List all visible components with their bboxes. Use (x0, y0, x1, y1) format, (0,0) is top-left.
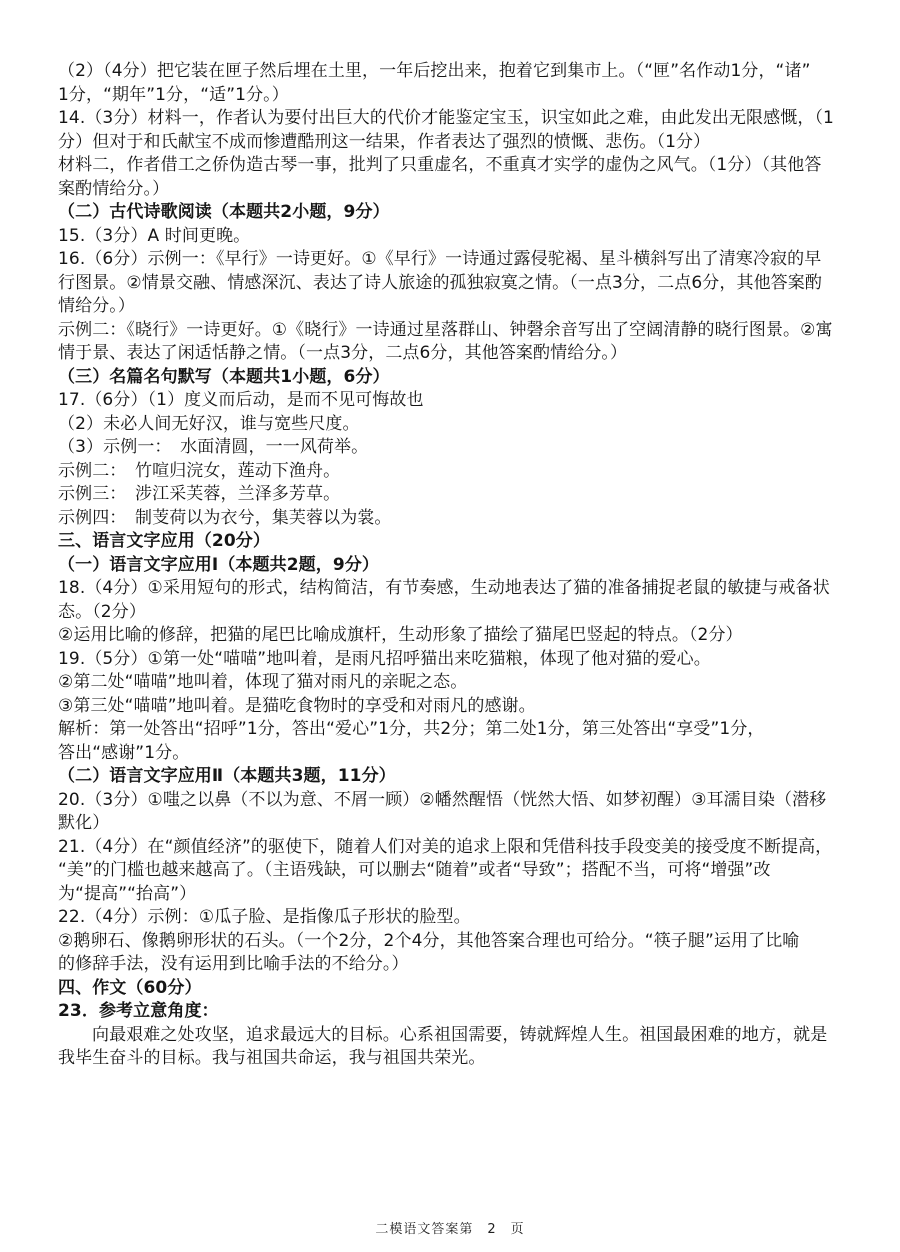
text-line: （2）（4分）把它装在匣子然后埋在土里，一年后挖出来，抱着它到集市上。（“匣”名作动1分，“诸” (58, 61, 811, 81)
text-line: 18.（4分）①采用短句的形式，结构简洁，有节奏感，生动地表达了猫的准备捕捉老鼠的敏捷与戒备状 (58, 578, 830, 598)
text-line: ③第三处“喵喵”地叫着。是猫吃食物时的享受和对雨凡的感谢。 (58, 695, 536, 716)
text-line: 16.（6分）示例一：《早行》一诗更好。①《早行》一诗通过露侵驼褐、星斗横斜写出了清寒冷寂的早 (58, 249, 822, 269)
text-line: 材料二，作者借工之侨伪造古琴一事，批判了只重虚名，不重真才实学的虚伪之风气。（1分）（其他答 (58, 155, 822, 175)
text-line: 我毕生奋斗的目标。我与祖国共命运，我与祖国共荣光。 (58, 1048, 486, 1068)
section-heading: 四、作文（60分） (58, 977, 202, 998)
text-line: “美”的门槛也越来越高了。（主语残缺，可以删去“随着”或者“导致”；搭配不当，可将“增强”改 (58, 860, 771, 880)
text-line: 情于景、表达了闲适恬静之情。（一点3分，二点6分，其他答案酌情给分。） (58, 343, 628, 363)
text-line: 行图景。②情景交融、情感深沉、表达了诗人旅途的孤独寂寞之情。（一点3分，二点6分，其他答案酌 (58, 272, 822, 293)
text-line: 为“提高”“抬高”） (58, 883, 197, 904)
page-footer: 二模语文答案第 2 页 (375, 1222, 525, 1237)
text-line: 21.（4分）在“颜值经济”的驱使下，随着人们对美的追求上限和凭借科技手段变美的接受度不断提高， (58, 836, 833, 857)
text-line: 案酌情给分。） (58, 178, 170, 199)
text-line: 的修辞手法，没有运用到比喻手法的不给分。） (58, 954, 409, 974)
section-heading: 23．参考立意角度： (58, 1001, 219, 1021)
text-line: 示例三： 涉江采芙蓉，兰泽多芳草。 (58, 484, 341, 504)
text-line: 示例二：《晓行》一诗更好。①《晓行》一诗通过星落群山、钟磬余音写出了空阔清静的晓行图景。②寓 (58, 319, 833, 340)
text-line: （3）示例一： 水面清圆，一一风荷举。 (58, 437, 369, 457)
text-line: 示例四： 制芰荷以为衣兮，集芙蓉以为裳。 (58, 507, 392, 528)
text-line: 答出“感谢”1分。 (58, 742, 190, 763)
text-line: 20.（3分）①嗤之以鼻（不以为意、不屑一顾）②幡然醒悟（恍然大悟、如梦初醒）③耳濡目染（潜移 (58, 789, 827, 810)
text-line: 17.（6分）（1）度义而后动，是而不见可悔故也 (58, 390, 424, 410)
text-line: 默化） (58, 813, 110, 833)
section-heading: （三）名篇名句默写（本题共1小题，6分） (58, 366, 390, 387)
text-line: 22.（4分）示例：①瓜子脸、是指像瓜子形状的脸型。 (58, 907, 471, 927)
text-line: 19.（5分）①第一处“喵喵”地叫着，是雨凡招呼猫出来吃猫粮，体现了他对猫的爱心。 (58, 648, 711, 669)
text-line: ②运用比喻的修辞，把猫的尾巴比喻成旗杆，生动形象了描绘了猫尾巴竖起的特点。（2分） (58, 625, 743, 645)
text-line: 分）但对于和氏献宝不成而惨遭酷刑这一结果，作者表达了强烈的愤慨、悲伤。（1分） (58, 131, 711, 152)
text-line: 向最艰难之处攻坚，追求最远大的目标。心系祖国需要，铸就辉煌人生。祖国最困难的地方，就是 (92, 1024, 828, 1045)
text-line: 示例二： 竹喧归浣女，莲动下渔舟。 (58, 460, 341, 481)
text-line: ②第二处“喵喵”地叫着，体现了猫对雨凡的亲昵之态。 (58, 672, 468, 692)
text-line: 解析：第一处答出“招呼”1分，答出“爱心”1分，共2分；第二处1分，第三处答出“享受”1分， (58, 719, 765, 739)
answer-content (58, 60, 860, 1071)
section-heading: （二）古代诗歌阅读（本题共2小题，9分） (58, 202, 390, 222)
text-line: （2）未必人间无好汉，谁与宽些尺度。 (58, 413, 360, 434)
text-line: 1分，“期年”1分，“适”1分。） (58, 84, 289, 105)
text-line: ②鹅卵石、像鹅卵形状的石头。（一个2分，2个4分，其他答案合理也可给分。“筷子腿”运用了比喻 (58, 930, 800, 951)
text-line: 14.（3分）材料一，作者认为要付出巨大的代价才能鉴定宝玉，识宝如此之难，由此发出无限感慨，（1 (58, 108, 834, 128)
section-heading: （一）语言文字应用Ⅰ（本题共2题，9分） (58, 554, 379, 575)
text-line: 情给分。） (58, 296, 135, 316)
text-line: 态。（2分） (58, 601, 146, 622)
section-heading: （二）语言文字应用Ⅱ（本题共3题，11分） (58, 766, 396, 786)
text-line: 15.（3分）A 时间更晚。 (58, 225, 251, 246)
section-heading: 三、语言文字应用（20分） (58, 531, 270, 551)
